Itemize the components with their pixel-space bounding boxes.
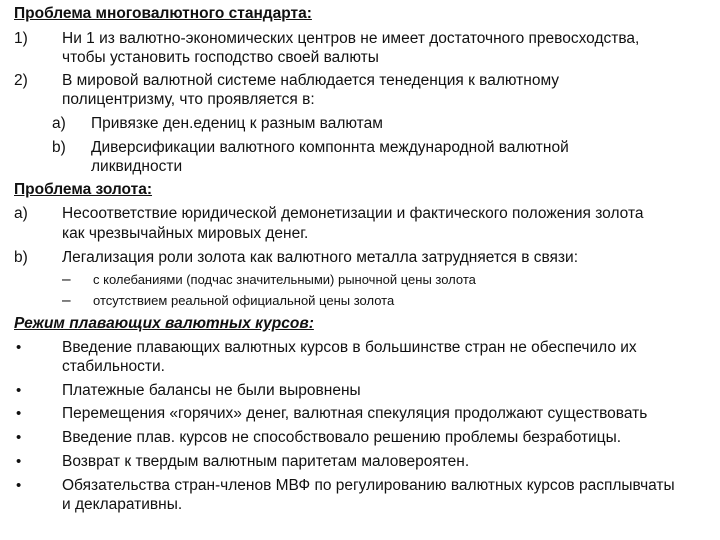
heading-floating-rates: Режим плавающих валютных курсов: <box>14 315 314 332</box>
item-text: Ни 1 из валютно-экономических центров не имеет достаточного превосходства, <box>62 30 640 47</box>
bullet-text: Возврат к твердым валютным паритетам маловероятен. <box>62 453 470 470</box>
bullet-icon: • <box>16 477 22 494</box>
item-text: полицентризму, что проявляется в: <box>62 91 315 108</box>
dash-marker: – <box>62 271 71 288</box>
dash-text: с колебаниями (подчас значительными) рыночной цены золота <box>93 272 476 287</box>
dash-text: отсутствием реальной официальной цены золота <box>93 293 395 308</box>
bullet-icon: • <box>16 405 22 422</box>
heading-multicurrency-standard: Проблема многовалютного стандарта: <box>14 5 312 22</box>
subitem-text: ликвидности <box>91 158 183 175</box>
bullet-icon: • <box>16 453 22 470</box>
item-marker: b) <box>14 249 28 266</box>
item-text: В мировой валютной системе наблюдается тенеденция к валютному <box>62 72 560 89</box>
bullet-text: Перемещения «горячих» денег, валютная спекуляция продолжают существовать <box>62 405 648 422</box>
bullet-text: и декларативны. <box>62 496 183 513</box>
item-marker: 2) <box>14 72 28 89</box>
heading-gold-problem: Проблема золота: <box>14 181 153 198</box>
item-text: как чрезвычайных мировых денег. <box>62 225 309 242</box>
item-marker: a) <box>14 205 28 222</box>
bullet-text: Введение плавающих валютных курсов в большинстве стран не обеспечило их <box>62 339 637 356</box>
bullet-text: стабильности. <box>62 358 165 375</box>
dash-marker: – <box>62 292 71 309</box>
bullet-icon: • <box>16 339 22 356</box>
subitem-text: Привязке ден.едениц к разным валютам <box>91 115 383 132</box>
subitem-marker: b) <box>52 139 66 156</box>
item-text: Несоответствие юридической демонетизации и фактического положения золота <box>62 205 644 222</box>
bullet-text: Обязательства стран-членов МВФ по регулированию валютных курсов расплывчаты <box>62 477 675 494</box>
bullet-text: Введение плав. курсов не способствовало решению проблемы безработицы. <box>62 429 622 446</box>
bullet-icon: • <box>16 429 22 446</box>
item-text: Легализация роли золота как валютного металла затрудняется в связи: <box>62 249 579 266</box>
bullet-text: Платежные балансы не были выровнены <box>62 382 361 399</box>
item-text: чтобы установить господство своей валюты <box>62 49 379 66</box>
bullet-icon: • <box>16 382 22 399</box>
item-marker: 1) <box>14 30 28 47</box>
subitem-text: Диверсификации валютного компоннта международной валютной <box>91 139 569 156</box>
subitem-marker: a) <box>52 115 66 132</box>
